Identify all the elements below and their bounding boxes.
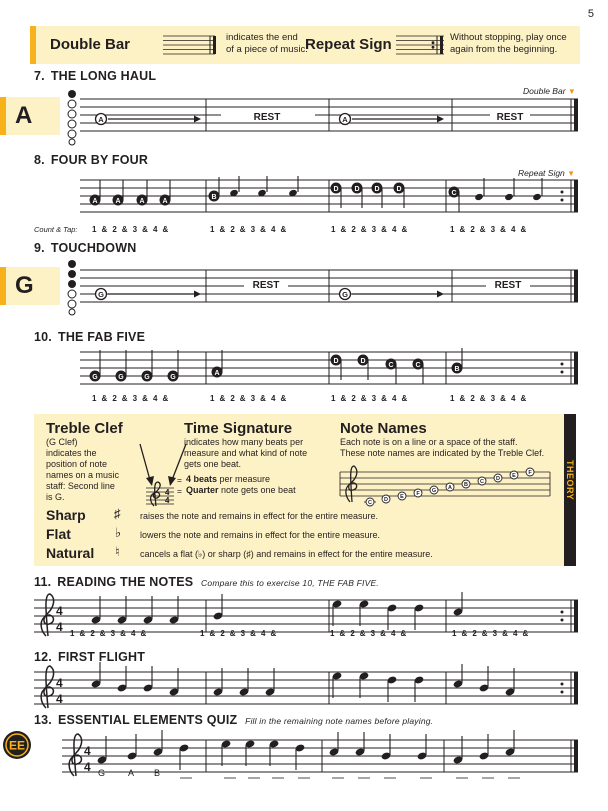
ex8-note-10: C <box>451 189 457 197</box>
quiz-answer-blanks <box>176 776 546 780</box>
arrow-down-icon: ▼ <box>567 87 576 96</box>
page-number: 5 <box>587 8 594 20</box>
fingering-chart-g-icon <box>66 258 78 316</box>
ex10-note-5: A <box>214 369 220 377</box>
ex8-note-3: A <box>139 197 145 205</box>
count-measure-4: 1 & 2 & 3 & 4 & <box>450 394 527 403</box>
flat-icon: ♭ <box>115 525 122 540</box>
svg-text:4: 4 <box>84 744 91 758</box>
treble-clef-text: (G Clef) indicates the position of note names on a music staff: Second line is G. <box>46 437 120 502</box>
note-name-2: D <box>384 497 388 503</box>
ex10-note-8: C <box>388 361 394 369</box>
ex10-note-1: G <box>92 373 98 381</box>
essential-elements-logo-icon <box>2 730 32 760</box>
exercise-12-title: 12. FIRST FLIGHT <box>34 650 146 664</box>
quiz-note-1: G <box>98 768 106 778</box>
flat-term: Flat <box>46 526 71 542</box>
ex10-note-4: G <box>170 373 176 381</box>
quarter-note-gets-beat: Quarter note gets one beat <box>186 485 296 495</box>
fingering-box-g <box>0 267 60 305</box>
count-measure-4: 1 & 2 & 3 & 4 & <box>452 629 529 638</box>
count-measure-3: 1 & 2 & 3 & 4 & <box>331 394 408 403</box>
ex7-rest-1: REST <box>253 112 281 123</box>
note-names-heading: Note Names <box>340 420 427 437</box>
exercise-7-staff <box>80 97 580 137</box>
ex10-note-9: C <box>415 361 421 369</box>
exercise-8-title: 8. FOUR BY FOUR <box>34 153 149 167</box>
ex8-note-5: B <box>211 193 217 201</box>
ex10-note-3: G <box>144 373 150 381</box>
theory-side-label: THEORY <box>565 460 575 501</box>
double-bar-term: Double Bar <box>50 36 131 53</box>
ex8-note-2: A <box>115 197 121 205</box>
note-name-7: B <box>464 482 468 488</box>
time-signature-heading: Time Signature <box>184 420 293 437</box>
time-sig-top: 4 <box>56 604 63 618</box>
ex8-note-9: D <box>396 185 402 193</box>
natural-icon: ♮ <box>115 544 120 559</box>
quiz-note-3: B <box>154 768 161 778</box>
double-bar-tag: Double Bar ▼ <box>523 86 576 96</box>
note-names-text: Each note is on a line or a space of the staff. These note names are indicated by the Treble Clef. <box>340 437 545 458</box>
ex7-note-2: A <box>342 114 348 124</box>
treble-clef-heading: Treble Clef <box>46 420 123 437</box>
ex9-note-2: G <box>342 289 348 299</box>
note-name-10: E <box>512 473 516 479</box>
double-bar-description: indicates the end of a piece of music. <box>226 32 308 55</box>
arrow-down-icon: ▼ <box>567 169 576 178</box>
exercise-13-title: 13. ESSENTIAL ELEMENTS QUIZ Fill in the remaining note names before playing. <box>34 713 434 727</box>
ex7-rest-2: REST <box>496 112 524 123</box>
ex8-note-7: D <box>354 185 360 193</box>
count-tap-label: Count & Tap: <box>34 225 78 234</box>
exercise-11-title: 11. READING THE NOTES Compare this to exercise 10, THE FAB FIVE. <box>34 575 379 589</box>
ex9-rest-2: REST <box>494 280 522 291</box>
note-name-1: C <box>368 500 372 506</box>
count-measure-2: 1 & 2 & 3 & 4 & <box>200 629 277 638</box>
exercise-12-staff <box>34 664 580 708</box>
count-measure-1: 1 & 2 & 3 & 4 & <box>92 394 169 403</box>
ex10-note-2: G <box>118 373 124 381</box>
svg-text:4: 4 <box>56 676 63 690</box>
exercise-13-staff <box>62 732 580 776</box>
count-measure-1: 1 & 2 & 3 & 4 & <box>70 629 147 638</box>
note-letter-g: G <box>15 272 34 299</box>
count-measure-3: 1 & 2 & 3 & 4 & <box>330 629 407 638</box>
quiz-note-2: A <box>128 768 135 778</box>
repeat-sign-description: Without stopping, play once again from the beginning. <box>450 32 567 55</box>
note-name-3: E <box>400 494 404 500</box>
note-names-staff <box>340 462 552 506</box>
fingering-chart-a-icon <box>66 88 78 146</box>
equals-signs: = = <box>177 475 182 496</box>
time-signature-bottom-number: 4 <box>165 496 170 505</box>
ex8-note-1: A <box>92 197 98 205</box>
note-name-8: C <box>480 479 484 485</box>
repeat-sign-tag: Repeat Sign ▼ <box>518 168 576 178</box>
count-measure-1: 1 & 2 & 3 & 4 & <box>92 225 169 234</box>
note-name-5: G <box>431 488 437 494</box>
exercise-9-staff <box>80 268 580 308</box>
natural-term: Natural <box>46 545 95 561</box>
natural-description: cancels a flat (♭) or sharp (♯) and remains in effect for the entire measure. <box>140 549 433 559</box>
ex8-note-8: D <box>374 185 380 193</box>
exercise-10-staff <box>80 348 580 388</box>
note-name-4: F <box>416 491 420 497</box>
svg-text:4: 4 <box>84 760 91 774</box>
repeat-sign-term: Repeat Sign <box>305 36 392 53</box>
ex9-rest-1: REST <box>252 280 280 291</box>
count-measure-2: 1 & 2 & 3 & 4 & <box>210 394 287 403</box>
fingering-box-a <box>0 97 60 135</box>
exercise-8-staff <box>80 176 580 216</box>
ex7-note-1: A <box>98 114 104 124</box>
ex10-note-10: B <box>454 365 460 373</box>
theory-panel <box>34 414 576 566</box>
exercise-9-title: 9. TOUCHDOWN <box>34 241 137 255</box>
ex10-note-6: D <box>333 357 339 365</box>
ex8-note-4: A <box>162 197 168 205</box>
count-measure-2: 1 & 2 & 3 & 4 & <box>210 225 287 234</box>
note-letter-a: A <box>15 102 33 129</box>
sharp-icon: ♯ <box>114 506 121 521</box>
sharp-description: raises the note and remains in effect for the entire measure. <box>140 511 378 521</box>
count-measure-3: 1 & 2 & 3 & 4 & <box>331 225 408 234</box>
ex9-note-1: G <box>98 289 104 299</box>
time-signature-text: indicates how many beats per measure and what kind of note gets one beat. <box>184 437 308 469</box>
note-name-6: A <box>448 485 452 491</box>
double-bar-symbol <box>163 34 218 56</box>
exercise-7-title: 7. THE LONG HAUL <box>34 69 157 83</box>
note-name-11: F <box>528 470 532 476</box>
note-name-9: D <box>496 476 500 482</box>
svg-text:4: 4 <box>56 692 63 706</box>
svg-text:EE: EE <box>8 738 26 753</box>
sharp-term: Sharp <box>46 507 86 523</box>
repeat-sign-symbol <box>396 34 446 56</box>
ex8-note-6: D <box>333 185 339 193</box>
beats-per-measure: 4 beats per measure <box>186 474 271 484</box>
ex10-note-7: D <box>360 357 366 365</box>
exercise-10-title: 10. THE FAB FIVE <box>34 330 146 344</box>
treble-clef-diagram <box>132 442 192 506</box>
time-sig-bottom: 4 <box>56 620 63 634</box>
count-measure-4: 1 & 2 & 3 & 4 & <box>450 225 527 234</box>
time-signature-top-number: 4 <box>165 488 170 497</box>
flat-description: lowers the note and remains in effect for the entire measure. <box>140 530 380 540</box>
symbols-definition-box <box>30 26 580 64</box>
